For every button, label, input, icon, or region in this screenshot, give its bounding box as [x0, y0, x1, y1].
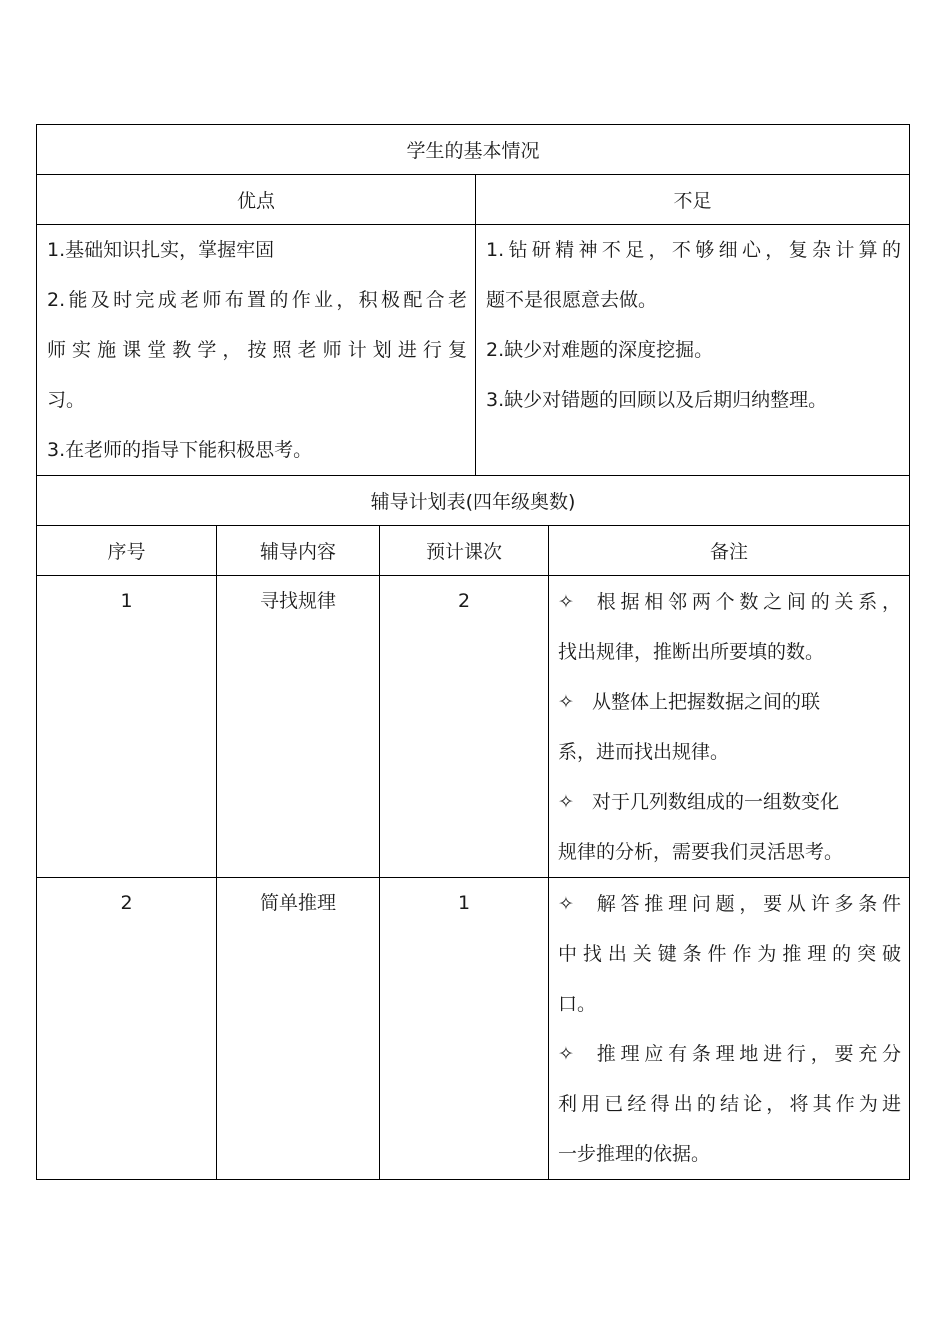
strength-line: 3.在老师的指导下能积极思考。: [47, 439, 313, 461]
row-content: 简单推理: [217, 878, 380, 1180]
row-sessions: 1: [380, 878, 549, 1180]
note-line: 从整体上把握数据之间的联: [592, 691, 821, 713]
row-notes: [549, 576, 910, 878]
note-line: 口。: [558, 993, 597, 1015]
note-line: 中找出关键条件作为推理的突破: [558, 943, 902, 965]
row-sessions: 2: [380, 576, 549, 878]
table-row: [37, 576, 910, 878]
strengths-list: [37, 225, 475, 475]
note-line: 规律的分析，需要我们灵活思考。: [558, 841, 844, 863]
weakness-line: 题不是很愿意去做。: [486, 289, 658, 311]
note-line: 找出规律，推断出所要填的数。: [558, 641, 825, 663]
document-page: [36, 124, 909, 1180]
diamond-bullet-icon: ✧: [558, 1043, 574, 1065]
note-line: 利用已经得出的结论，将其作为进: [558, 1093, 902, 1115]
diamond-bullet-icon: ✧: [558, 591, 574, 613]
weakness-line: 1.钻研精神不足，不够细心，复杂计算的: [486, 239, 902, 261]
strength-line: 习。: [47, 389, 86, 411]
header-content: 辅导内容: [217, 526, 380, 576]
note-line: 根据相邻两个数之间的关系，: [592, 591, 902, 613]
table-row: [37, 878, 910, 1180]
weaknesses-header: 不足: [476, 175, 910, 225]
note-line: 一步推理的依据。: [558, 1143, 711, 1165]
section2-title: 辅导计划表(四年级奥数): [37, 476, 910, 526]
strengths-cell: [37, 225, 476, 476]
row-notes: [549, 878, 910, 1180]
header-no: 序号: [37, 526, 217, 576]
strength-line: 1.基础知识扎实，掌握牢固: [47, 239, 275, 261]
strengths-header: 优点: [37, 175, 476, 225]
row-no: 2: [37, 878, 217, 1180]
diamond-bullet-icon: ✧: [558, 691, 574, 713]
row-no: 1: [37, 576, 217, 878]
section1-title: 学生的基本情况: [37, 125, 910, 175]
header-sessions: 预计课次: [380, 526, 549, 576]
note-line: 对于几列数组成的一组数变化: [592, 791, 840, 813]
note-line: 推理应有条理地进行，要充分: [592, 1043, 902, 1065]
header-notes: 备注: [549, 526, 910, 576]
diamond-bullet-icon: ✧: [558, 893, 574, 915]
diamond-bullet-icon: ✧: [558, 791, 574, 813]
weakness-line: 3.缺少对错题的回顾以及后期归纳整理。: [486, 389, 828, 411]
note-line: 解答推理问题，要从许多条件: [592, 893, 902, 915]
strength-line: 2.能及时完成老师布置的作业，积极配合老: [47, 289, 467, 311]
weaknesses-list: [476, 225, 909, 425]
row-content: 寻找规律: [217, 576, 380, 878]
weaknesses-cell: [476, 225, 910, 476]
note-line: 系，进而找出规律。: [558, 741, 730, 763]
student-info-table: [36, 124, 910, 1180]
weakness-line: 2.缺少对难题的深度挖掘。: [486, 339, 714, 361]
strength-line: 师实施课堂教学，按照老师计划进行复: [47, 339, 467, 361]
